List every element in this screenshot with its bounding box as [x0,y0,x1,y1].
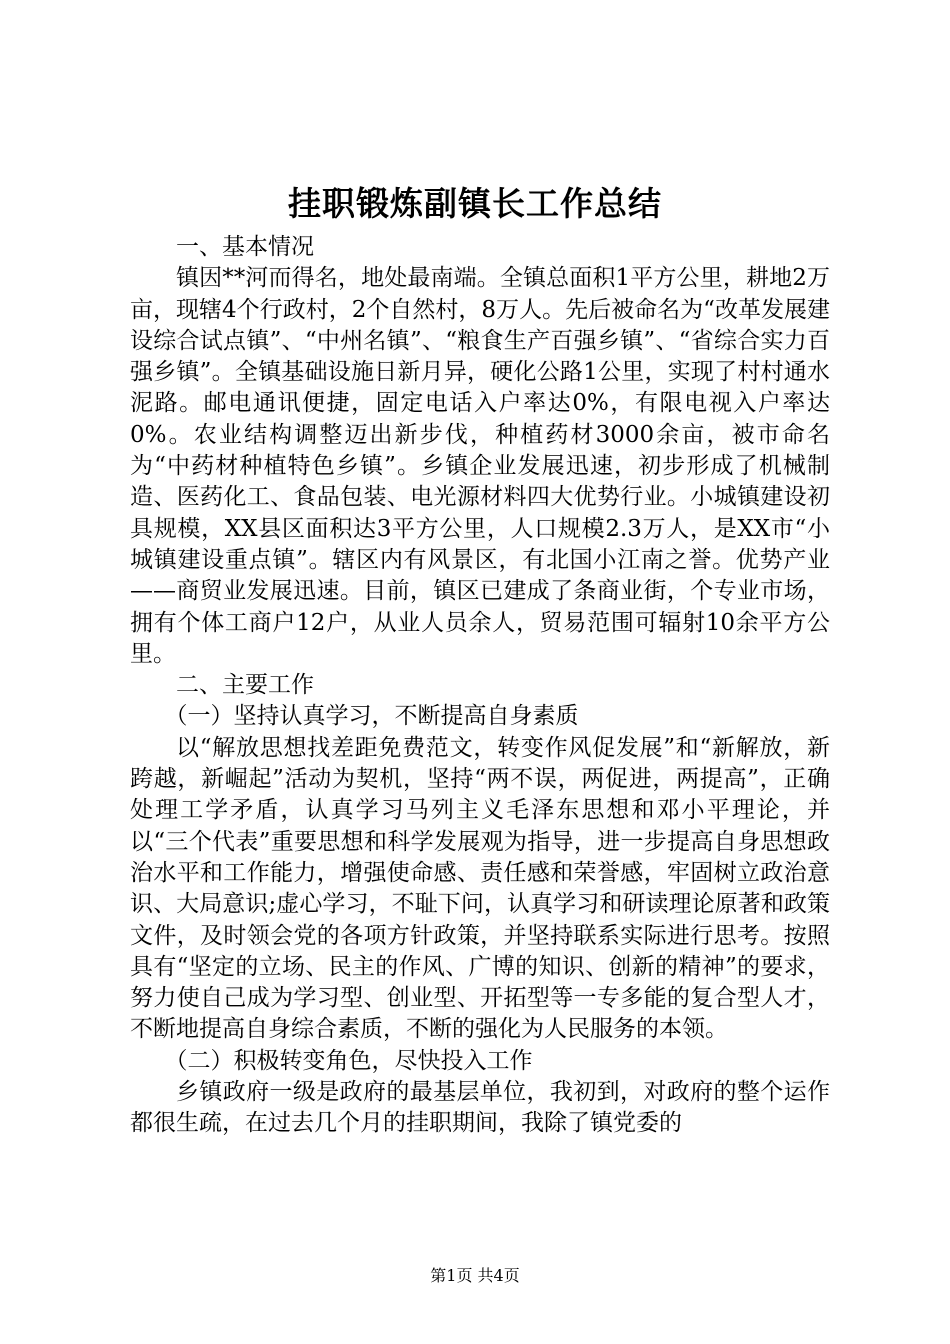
document-body [130,232,830,1140]
paragraph-role-change: 乡镇政府一级是政府的最基层单位，我初到，对政府的整个运作都很生疏，在过去几个月的挂职期间，我除了镇党委的 [130,1079,830,1137]
subsection-heading-role-change: （二）积极转变角色，尽快投入工作 [164,1047,533,1074]
subsection-heading-study: （一）坚持认真学习，不断提高自身素质 [164,703,579,730]
paragraph-basic-info: 镇因**河而得名，地处最南端。全镇总面积1平方公里，耕地2万亩，现辖4个行政村，2个自然村，8万人。先后被命名为“改革发展建设综合试点镇”、“中州名镇”、“粮食生产百强乡镇”、“省综合实力百强乡镇”。全镇基础设施日新月异，硬化公路1公里，实现了村村通水泥路。邮电通讯便捷，固定电话入户率达0%，有限电视入户率达0%。农业结构调整迈出新步伐，种植药材3000余亩，被市命名为“中药材种植特色乡镇”。乡镇企业发展迅速，初步形成了机械制造、医药化工、食品包装、电光源材料四大优势行业。小城镇建设初具规模，XX县区面积达3平方公里，人口规模2.3万人，是XX市“小城镇建设重点镇”。辖区内有风景区，有北国小江南之誉。优势产业——商贸业发展迅速。目前，镇区已建成了条商业街，个专业市场，拥有个体工商户12户，从业人员余人，贸易范围可辐射10余平方公里。 [130,265,830,667]
page-footer: 第1页 共4页 [430,1266,520,1285]
document-title: 挂职锻炼副镇长工作总结 [288,184,662,223]
section-heading-basic-info: 一、基本情况 [176,234,314,260]
section-heading-main-work: 二、主要工作 [176,672,314,699]
paragraph-study: 以“解放思想找差距免费范文，转变作风促发展”和“新解放，新跨越，新崛起”活动为契机，坚持“两不误，两促进，两提高”，正确处理工学矛盾，认真学习马列主义毛泽东思想和邓小平理论，并以“三个代表”重要思想和科学发展观为指导，进一步提高自身思想政治水平和工作能力，增强使命感、责任感和荣誉感，牢固树立政治意识、大局意识;虚心学习，不耻下问，认真学习和研读理论原著和政策文件，及时领会党的各项方针政策，并坚持联系实际进行思考。按照具有“坚定的立场、民主的作风、广博的知识、创新的精神”的要求，努力使自己成为学习型、创业型、开拓型等一专多能的复合型人才，不断地提高自身综合素质，不断的强化为人民服务的本领。 [130,734,830,1043]
